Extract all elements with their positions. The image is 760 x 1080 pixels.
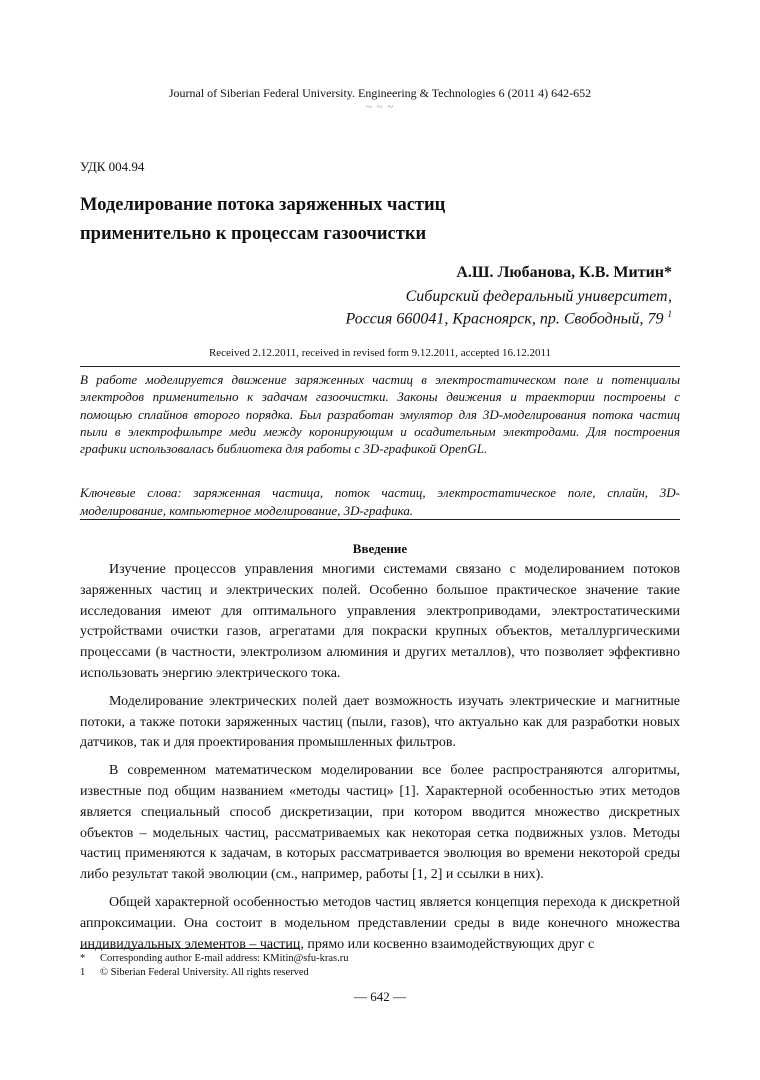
abstract-top-rule — [80, 366, 680, 367]
udk-code: УДК 004.94 — [80, 159, 145, 174]
authors: А.Ш. Любанова, К.В. Митин* — [456, 264, 672, 281]
footnote-mark: 1 — [80, 967, 86, 978]
body-text — [80, 560, 680, 955]
abstract-line: потенциалы электродов применительно к задачам газоочистки. Законы движения и — [80, 372, 681, 405]
title-line-1: Моделирование потока заряженных частиц — [80, 195, 446, 215]
abstract-text — [80, 371, 680, 457]
affiliation-address: Россия 660041, Красноярск, пр. Свободный, 79 — [345, 310, 664, 328]
paragraph: В современном математическом моделировании все более распространяются алгоритмы, известные под общим названием «методы частиц» [1]. Характерной особенностью этих методов является специальный способ дискретизации, при котором вводится множество дискретных объектов – модельных частиц, рассматриваемых как некоторая сетка подвижных узлов. Методы частиц применяются к задачам, в которых рассматривается эволюция во времени некоторой среды либо результат такой эволюции (см., например, работы [1, 2] и ссылки в них). — [80, 763, 680, 883]
paragraph: Изучение процессов управления многими системами связано с моделированием потоков заряженных частиц и электрических полей. Особенно большое практическое значение такие исследования имеют для оптимального управления электроприводами, электростатическими устройствами очистки газов, агрегатами для покраски крупных объектов, металлургическими процессами (в частности, электролизом алюминия и других металлов), что позволяет эффективно использовать энергию электрического тока. — [80, 562, 680, 681]
paragraph: Общей характерной особенностью методов частиц является концепция перехода к дискретной аппроксимации. Она состоит в модельном представлении среды в виде конечного множества индивидуальных элементов – частиц, прямо или косвенно взаимодействующих друг с — [80, 894, 680, 952]
section-title: Введение — [352, 541, 408, 556]
footnote-item — [80, 966, 349, 980]
received-dates: Received 2.12.2011, received in revised form 9.12.2011, accepted 16.12.2011 — [208, 347, 552, 359]
paragraph: Моделирование электрических полей дает возможность изучать электрические и магнитные потоки, а также потоки заряженных частиц (пыли, газов), что актуально как для разработки новых датчиков, так и для проектирования промышленных фильтров. — [80, 693, 680, 751]
footnote-rule — [80, 948, 300, 949]
affiliation-footnote-mark: 1 — [667, 309, 672, 319]
abstract-bottom-rule — [80, 519, 680, 520]
abstract-line: В работе моделируется движение заряженных частиц в электростатическом поле и — [80, 372, 604, 387]
header-ornament: ~ ~ ~ — [365, 101, 395, 113]
footnotes — [80, 952, 349, 980]
abstract-line: для 3D-моделирования потока частиц пыли в электрофильтре меди между коронирующим и — [80, 406, 681, 439]
abstract-line: траектории построены с помощью сплайнов второго порядка. Был разработан эмулятор — [80, 389, 681, 422]
footnote-mark: * — [80, 953, 86, 964]
footnote-item — [80, 952, 349, 966]
footnote-text: © Siberian Federal University. All rights reserved — [100, 967, 309, 978]
journal-header: Journal of Siberian Federal University. Engineering & Technologies 6 (2011 4) 642-652 — [168, 86, 592, 100]
affiliation-line-2 — [172, 309, 672, 328]
affiliation-line-1: Сибирский федеральный университет, — [405, 288, 672, 305]
abstract — [80, 371, 680, 457]
keywords: Ключевые слова: заряженная частица, поток частиц, электростатическое поле, сплайн, 3D-моделирование, компьютерное моделирование, 3D-графика. — [80, 485, 680, 518]
page-number: — 642 — — [354, 989, 406, 1004]
abstract-line: осадительным электродами. Для построения графики использовалась библиотека для работы — [80, 423, 680, 457]
title-line-2: применительно к процессам газоочистки — [80, 224, 427, 244]
abstract-line: с 3D-графикой OpenGL. — [354, 441, 488, 457]
article-title — [80, 191, 640, 249]
footnote-text: Corresponding author E-mail address: KMitin@sfu-kras.ru — [100, 953, 349, 964]
